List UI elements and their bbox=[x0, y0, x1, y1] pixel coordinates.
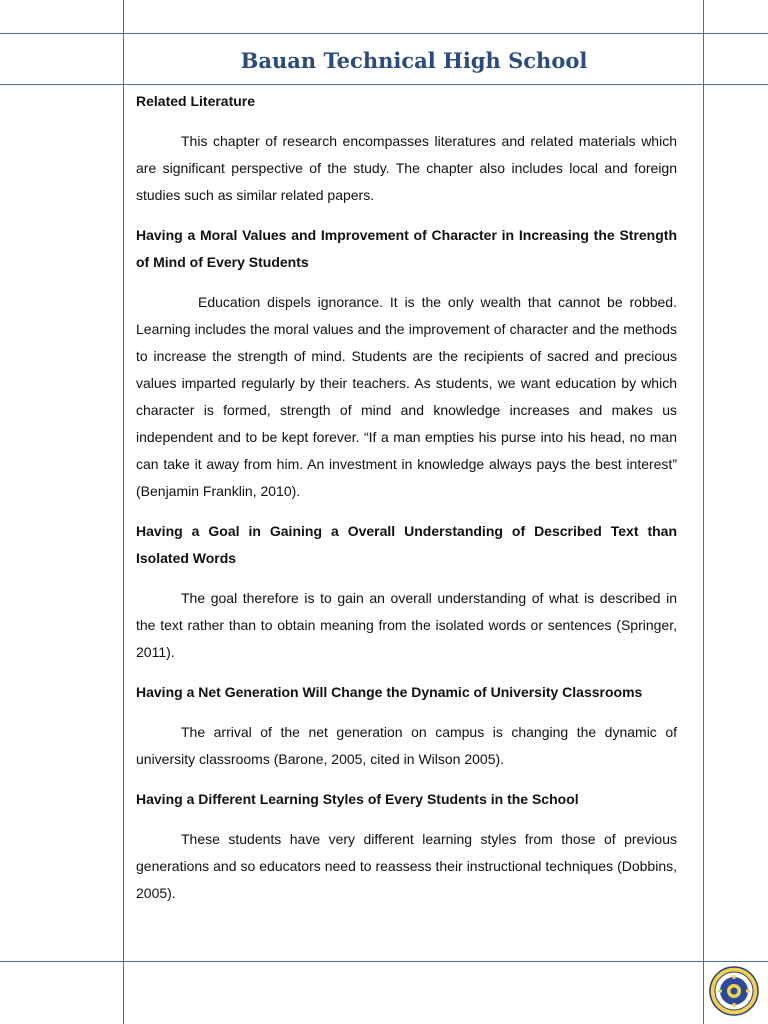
paragraph-moral-values: Education dispels ignorance. It is the only wealth that cannot be robbed. Learning includes the moral values and the improvement of character and the methods to increase the strength of mind. Students are the recipients of sacred and precious values imparted regularly by their teachers. As students, we want education by which character is formed, strength of mind and knowledge increases and makes us independent and to be kept forever. “If a man empties his purse into his head, no man can take it away from him. An investment in knowledge always pays the best interest” (Benjamin Franklin, 2010). bbox=[136, 294, 677, 499]
paragraph-overall-understanding: The goal therefore is to gain an overall understanding of what is described in the text rather than to obtain meaning from the isolated words or sentences (Springer, 2011). bbox=[136, 590, 677, 660]
section-heading-overall-understanding: Having a Goal in Gaining a Overall Understanding of Described Text than Isolated Words bbox=[136, 523, 677, 566]
header-bottom-line bbox=[0, 84, 768, 85]
paragraph-learning-styles: These students have very different learning styles from those of previous generations and so educators need to reassess their instructional techniques (Dobbins, 2005). bbox=[136, 831, 677, 901]
section-heading-related-literature: Related Literature bbox=[136, 93, 256, 109]
paragraph-related-literature: This chapter of research encompasses literatures and related materials which are significant perspective of the study. The chapter also includes local and foreign studies such as similar related papers. bbox=[136, 133, 677, 203]
school-seal-icon bbox=[709, 966, 759, 1016]
footer-line bbox=[0, 961, 768, 962]
section-heading-learning-styles: Having a Different Learning Styles of Every Students in the School bbox=[136, 791, 579, 807]
header-top-line bbox=[0, 33, 768, 34]
document-body bbox=[136, 88, 677, 907]
school-title: Bauan Technical High School bbox=[240, 48, 588, 73]
section-heading-net-generation: Having a Net Generation Will Change the Dynamic of University Classrooms bbox=[136, 684, 643, 700]
right-margin-line bbox=[703, 0, 704, 1024]
section-heading-moral-values: Having a Moral Values and Improvement of Character in Increasing the Strength of Mind of Every Students bbox=[136, 227, 677, 270]
paragraph-net-generation: The arrival of the net generation on campus is changing the dynamic of university classrooms (Barone, 2005, cited in Wilson 2005). bbox=[136, 724, 677, 767]
left-margin-line bbox=[123, 0, 124, 1024]
